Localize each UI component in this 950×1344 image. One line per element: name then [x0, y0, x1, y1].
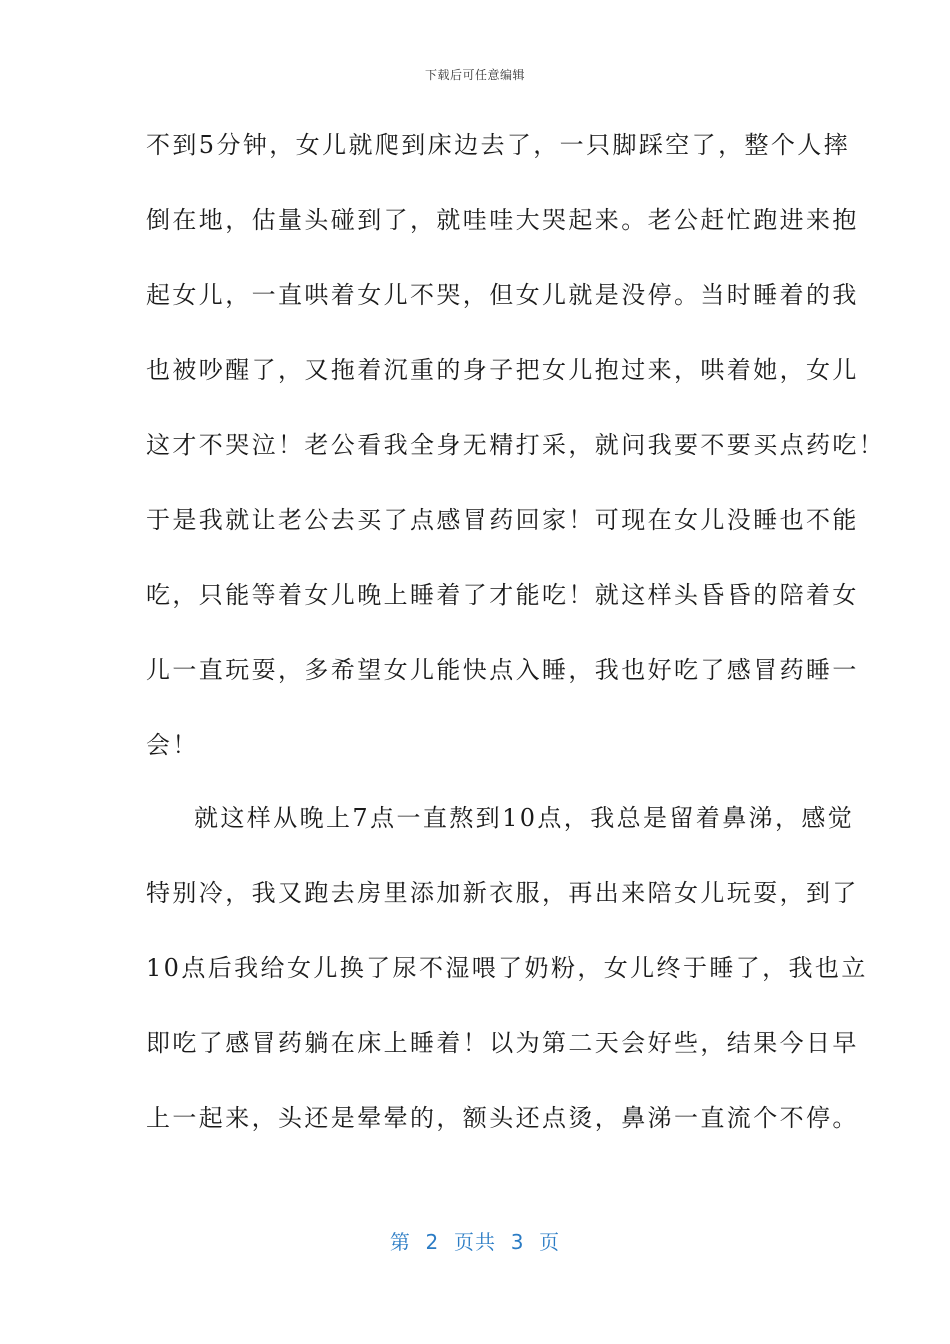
text-line: 10点后我给女儿换了尿不湿喂了奶粉，女儿终于睡了，我也立 [146, 954, 868, 982]
text-line: 会！ [146, 731, 199, 759]
header-note: 下载后可任意编辑 [424, 68, 525, 82]
text-line: 也被吵醒了，又拖着沉重的身子把女儿抱过来，哄着她，女儿 [146, 356, 859, 384]
text-line: 即吃了感冒药躺在床上睡着！以为第二天会好些，结果今日早 [146, 1029, 859, 1057]
paragraph-first-line: 就这样从晚上7点一直熬到10点，我总是留着鼻涕，感觉 [194, 804, 855, 832]
text-line: 这才不哭泣！老公看我全身无精打采，就问我要不要买点药吃！ [146, 431, 886, 459]
text-line: 不到5分钟，女儿就爬到床边去了，一只脚踩空了，整个人摔 [146, 131, 851, 159]
text-line: 吃，只能等着女儿晚上睡着了才能吃！就这样头昏昏的陪着女 [146, 581, 859, 609]
text-line: 特别冷，我又跑去房里添加新衣服，再出来陪女儿玩耍，到了 [146, 879, 859, 907]
text-line: 儿一直玩耍，多希望女儿能快点入睡，我也好吃了感冒药睡一 [146, 656, 859, 684]
text-line: 起女儿，一直哄着女儿不哭，但女儿就是没停。当时睡着的我 [146, 281, 859, 309]
text-line: 于是我就让老公去买了点感冒药回家！可现在女儿没睡也不能 [146, 506, 859, 534]
page-number: 第 2 页共 3 页 [389, 1230, 561, 1254]
text-line: 上一起来，头还是晕晕的，额头还点烫，鼻涕一直流个不停。 [146, 1104, 859, 1132]
text-line: 倒在地，估量头碰到了，就哇哇大哭起来。老公赶忙跑进来抱 [146, 206, 859, 234]
